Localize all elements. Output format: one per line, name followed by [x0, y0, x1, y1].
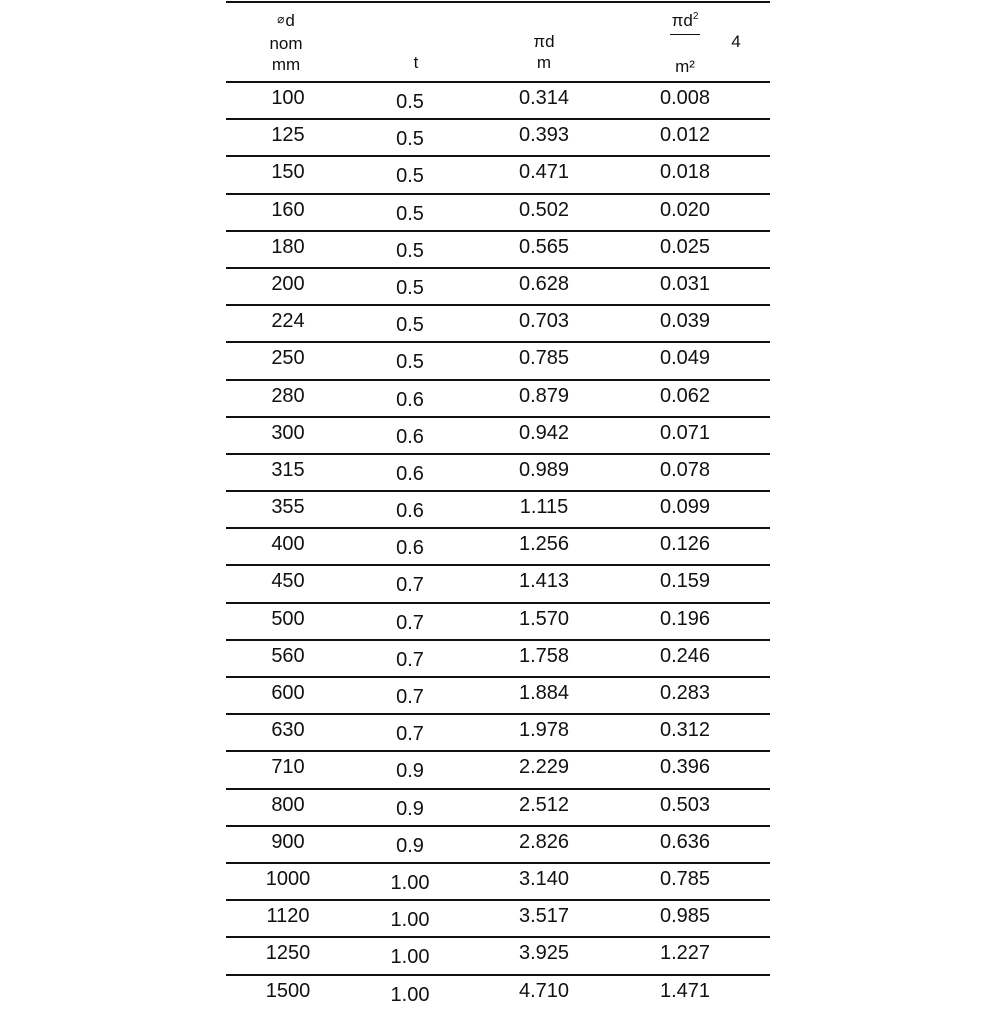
cell-circumference: 1.570 [518, 607, 570, 630]
cell-thickness: 0.5 [396, 239, 424, 262]
cell-circumference: 3.517 [518, 905, 570, 928]
cell-circumference: 1.884 [518, 682, 570, 704]
cell-diameter: 600 [271, 682, 305, 704]
table-row [226, 418, 770, 455]
cell-diameter: 400 [271, 533, 305, 556]
cell-thickness: 0.6 [396, 537, 424, 560]
cell-thickness: 0.9 [396, 760, 424, 783]
cell-circumference: 0.565 [518, 235, 570, 258]
table-row [226, 715, 770, 752]
cell-circumference: 0.942 [518, 421, 570, 444]
cell-area: 0.312 [659, 719, 711, 742]
cell-area: 0.636 [659, 830, 711, 853]
diameter-icon: ⌀ [277, 12, 285, 26]
header-d-nom: nom [269, 34, 303, 53]
cell-area: 0.503 [659, 793, 711, 816]
cell-area: 1.471 [659, 979, 711, 1002]
cell-diameter: 224 [271, 310, 305, 333]
cell-diameter: 280 [271, 384, 305, 407]
cell-area: 0.062 [659, 384, 711, 407]
header-area-numerator [670, 11, 701, 35]
cell-diameter: 125 [271, 124, 305, 147]
cell-area: 0.049 [659, 347, 711, 370]
cell-area: 0.012 [659, 124, 711, 147]
cell-circumference: 4.710 [518, 979, 570, 1002]
duct-dimension-table [226, 0, 770, 1006]
cell-thickness: 0.7 [396, 574, 424, 597]
table-row [226, 232, 770, 269]
cell-circumference: 0.393 [518, 124, 570, 147]
cell-thickness: 0.9 [396, 797, 424, 820]
table-row [226, 938, 770, 975]
table-row [226, 83, 770, 120]
table-row [226, 604, 770, 641]
cell-diameter: 1250 [265, 942, 311, 965]
cell-diameter: 355 [271, 496, 305, 519]
cell-circumference: 1.978 [518, 719, 570, 742]
cell-area: 0.025 [659, 235, 711, 258]
table-row [226, 529, 770, 566]
cell-diameter: 300 [271, 421, 305, 444]
table-row [226, 790, 770, 827]
header-area-denominator: 4 [731, 32, 741, 51]
cell-circumference: 1.413 [518, 570, 570, 593]
header-area-num-text: πd [671, 11, 693, 30]
cell-thickness: 0.5 [396, 128, 424, 151]
cell-circumference: 0.314 [518, 87, 570, 109]
cell-circumference: 0.989 [518, 458, 570, 481]
table-row [226, 678, 770, 715]
cell-circumference: 2.229 [518, 756, 570, 779]
cell-circumference: 1.758 [518, 644, 570, 667]
cell-circumference: 3.925 [518, 942, 570, 965]
cell-thickness: 0.5 [396, 91, 424, 113]
cell-thickness: 0.5 [396, 351, 424, 374]
cell-area: 0.099 [659, 496, 711, 519]
cell-thickness: 1.00 [390, 946, 430, 969]
cell-thickness: 0.5 [396, 276, 424, 299]
header-area [635, 10, 735, 77]
header-area-sup: 2 [692, 11, 699, 22]
cell-thickness: 0.5 [396, 314, 424, 337]
cell-area: 0.196 [659, 607, 711, 630]
cell-diameter: 900 [271, 830, 305, 853]
cell-circumference: 0.879 [518, 384, 570, 407]
cell-diameter: 800 [271, 793, 305, 816]
table-header [226, 0, 770, 83]
cell-diameter: 180 [271, 235, 305, 258]
cell-area: 0.159 [659, 570, 711, 593]
table-row [226, 901, 770, 938]
cell-diameter: 630 [271, 719, 305, 742]
cell-diameter: 1500 [265, 979, 311, 1002]
cell-thickness: 0.6 [396, 500, 424, 523]
cell-thickness: 1.00 [390, 983, 430, 1006]
cell-diameter: 710 [271, 756, 305, 779]
cell-circumference: 1.256 [518, 533, 570, 556]
table-row [226, 343, 770, 380]
cell-circumference: 0.785 [518, 347, 570, 370]
cell-thickness: 0.7 [396, 723, 424, 746]
cell-thickness: 1.00 [390, 909, 430, 932]
cell-area: 0.126 [659, 533, 711, 556]
cell-circumference: 1.115 [519, 496, 569, 519]
cell-thickness: 0.9 [396, 834, 424, 857]
table-row [226, 864, 770, 901]
cell-area: 0.031 [659, 272, 711, 295]
cell-diameter: 200 [271, 272, 305, 295]
cell-diameter: 150 [271, 161, 305, 184]
cell-circumference: 2.826 [518, 830, 570, 853]
cell-diameter: 1120 [266, 905, 310, 928]
cell-diameter: 315 [271, 458, 305, 481]
cell-thickness: 0.6 [396, 425, 424, 448]
cell-diameter: 500 [271, 607, 305, 630]
header-thickness: t [413, 53, 419, 72]
header-circumference [494, 31, 594, 73]
cell-area: 0.078 [659, 458, 711, 481]
table-row [226, 641, 770, 678]
header-pid-label: πd [533, 32, 555, 51]
cell-diameter: 560 [271, 644, 305, 667]
cell-circumference: 0.703 [518, 310, 570, 333]
header-d-letter: d [285, 11, 295, 30]
cell-area: 1.227 [659, 942, 711, 965]
cell-circumference: 0.502 [518, 198, 570, 221]
table-row [226, 566, 770, 603]
cell-area: 0.020 [659, 198, 711, 221]
cell-area: 0.785 [659, 867, 711, 890]
cell-circumference: 2.512 [518, 793, 570, 816]
cell-diameter: 1000 [265, 867, 311, 890]
table-row [226, 976, 770, 1011]
cell-circumference: 3.140 [518, 867, 570, 890]
cell-thickness: 1.00 [390, 871, 430, 894]
cell-diameter: 450 [271, 570, 305, 593]
cell-area: 0.396 [659, 756, 711, 779]
table-row [226, 455, 770, 492]
table-row [226, 752, 770, 789]
cell-area: 0.283 [659, 682, 711, 704]
header-diameter [236, 10, 336, 75]
table-row [226, 195, 770, 232]
header-pid-unit: m [536, 53, 552, 72]
cell-area: 0.071 [659, 421, 711, 444]
cell-thickness: 0.7 [396, 611, 424, 634]
cell-diameter: 100 [271, 87, 305, 109]
cell-thickness: 0.5 [396, 165, 424, 188]
cell-thickness: 0.7 [396, 686, 424, 708]
table-row [226, 269, 770, 306]
cell-thickness: 0.5 [396, 202, 424, 225]
cell-thickness: 0.7 [396, 648, 424, 671]
cell-thickness: 0.6 [396, 388, 424, 411]
table-row [226, 306, 770, 343]
table-row [226, 381, 770, 418]
header-d-unit: mm [271, 55, 301, 74]
cell-diameter: 160 [271, 198, 305, 221]
cell-diameter: 250 [271, 347, 305, 370]
cell-circumference: 0.628 [518, 272, 570, 295]
cell-area: 0.246 [659, 644, 711, 667]
table-row [226, 157, 770, 194]
table-body [226, 83, 770, 1011]
table-row [226, 492, 770, 529]
cell-area: 0.008 [659, 87, 711, 109]
cell-circumference: 0.471 [518, 161, 570, 184]
table-row [226, 827, 770, 864]
cell-thickness: 0.6 [396, 462, 424, 485]
cell-area: 0.018 [659, 161, 711, 184]
table-row [226, 120, 770, 157]
cell-area: 0.039 [659, 310, 711, 333]
cell-area: 0.985 [659, 905, 711, 928]
header-area-unit: m² [675, 57, 695, 76]
